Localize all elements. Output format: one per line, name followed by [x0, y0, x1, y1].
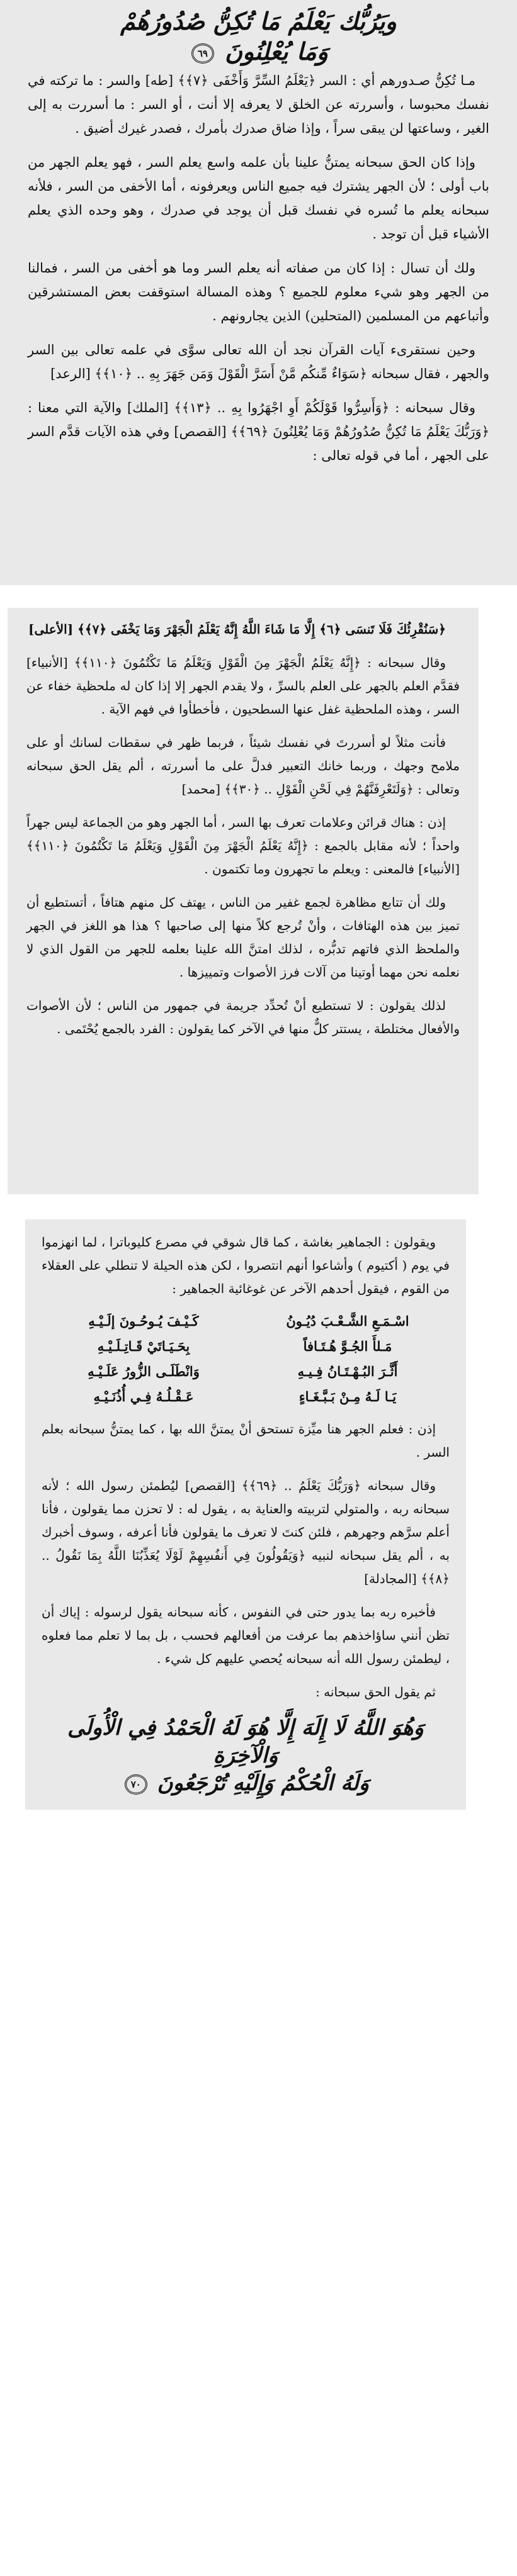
poem-hemistich: عَـقْـلُـهُ فِـي أُذُنَـيْـهِ [93, 1389, 194, 1404]
poem-hemistich: بِحَـيَـاتَيْ قَـاتِـلَـيْـهِ [97, 1338, 190, 1354]
header-verse [28, 6, 489, 66]
paragraph: ولك أن تسال : إذا كان من صفاته أنه يعلم السر وما هو أخفى من السر ، فمالنا من الجهر وهو شيء معلوم للجميع ؟ وهذه المسالة استوقفت بعض المستشرقين وأتباعهم من المسلمين (المتحلين) الذين يجارونهم . [28, 260, 489, 323]
paragraph: وقال سبحانه : ﴿إِنَّهُ يَعْلَمُ الْجَهْرَ مِنَ الْقَوْلِ وَيَعْلَمُ مَا تَكْتُمُونَ ﴿١١٠﴾﴾ [الأنبياء] فقدَّم العلم بالجهر على العلم بالسرِّ ، ولا يقدم الجهر إلا إذا كان له ملحظية خفاء عن السر ، وهذه الملحظية غفل عنها السطحيون ، فأخطأوا في فهم الآية . [26, 655, 460, 717]
paragraph: ثم يقول الحق سبحانه : [315, 1684, 436, 1700]
paragraph: وقال سبحانه ﴿وَرَبُّكَ يَعْلَمُ .. ﴿٦٩﴾﴾ [القصص] ليُطمئن رسول الله ؛ لأنه سبحانه ربه ، والمتولي لتربيته والعناية به ، يقول له : لا تحزن مما يقولون ، فأنا أعلم سرَّهم وجهرهم ، فلئن كنتَ لا تعرف ما يقولون فأنا أعرفه ، وسوف أخبرك به ، ألم يقل سبحانه لنبيه ﴿وَيَقُولُونَ فِي أَنفُسِهِمْ لَوْلَا يُعَذِّبُنَا اللَّهُ بِمَا نَقُولُ .. ﴿٨﴾﴾ [المجادلة] [42, 1478, 450, 1586]
paragraph: إذن : هناك قرائن وعلامات تعرف بها السر ، أما الجهر وهو من الجماعة ليس جهراً واحداً ؛ لأنه مقابل بالجمع : ﴿إِنَّهُ يَعْلَمُ الْجَهْرَ مِنَ الْقَوْلِ وَيَعْلَمُ مَا تَكْتُمُونَ ﴿١١٠﴾﴾ [الأنبياء] فالمعنى : ويعلم ما تجهرون وما تكتمون . [26, 815, 460, 876]
ayah-number-marker: ٦٩ [191, 43, 214, 64]
header-verse-line-1: ويَرُبُّك يَعْلَمُ مَا تُكِنُّ صُدُورُهُمْ [120, 7, 397, 35]
paragraph: فأخبره ربه بما يدور حتى في النفوس ، كأنه سبحانه يقول لرسوله : إياك أن تظن أنني ساؤاخذهم بما عرفت من أفعالهم فحسب ، بل بما لا تعلم مما فعلوه ، ليطمئن رسول الله أنه سبحانه يُحصي عليهم كل شيء . [42, 1604, 450, 1666]
paragraph: لذلك يقولون : لا تستطيع أنْ تُحدِّد جريمة في جمهور من الناس ؛ لأن الأصوات والأفعال مختلطة ، يستتر كلٌّ منها في الآخر كما يقولون : الفرد بالجمع يُحْتَمى . [26, 998, 460, 1036]
paragraph: إذن : فعلم الجهر هنا ميِّزة تستحق أنْ يمتنَّ الله بها ، كما يمتنُّ سبحانه بعلم السر . [42, 1421, 450, 1460]
header-verse-line-2 [28, 36, 489, 67]
footer-verse-line-2 [42, 1769, 450, 1797]
paragraph: ﴿سَنُقْرِئُكَ فَلَا تَنسَى ﴿٦﴾ إِلَّا مَا شَاءَ اللَّهُ إِنَّهُ يَعْلَمُ الْجَهْرَ وَمَا يَخْفَى ﴿٧﴾﴾ [الأعلى] [28, 622, 446, 637]
header-verse-line-2-text: وَمَا يُعْلِنُونَ [225, 36, 329, 65]
paragraph: وحين نستقرىء آيات القرآن نجد أن الله تعالى سوَّى في علمه تعالى بين السر والجهر ، فقال سبحانه ﴿سَوَاءٌ مِّنكُم مَّنْ أَسَرَّ الْقَوْلَ وَمَن جَهَرَ بِهِ .. ﴿١٠﴾﴾ [الرعد] [28, 342, 489, 381]
poem-hemistich: أَثَّـرَ البُـهْـتَـانُ فِـيـهِ [297, 1364, 398, 1379]
poem-hemistich: يَـا لَـهُ مِـنْ بَـبَّـغَـاءٍ [298, 1389, 397, 1404]
footer-verse-line-1: وَهُوَ اللَّهُ لَا إِلَهَ إِلَّا هُوَ لَهُ الْحَمْدُ فِي الْأُولَى وَالْآخِرَةِ [67, 1715, 424, 1769]
paragraph: فأنت مثلاً لو أسررتَ في نفسك شيئاً ، فربما ظهر في سقطات لسانك أو على ملامح وجهك ، وربما خانك التعبير فدلَّ على ما أسررته ، ألم يقل الحق سبحانه وتعالى : ﴿وَلَتَعْرِفَنَّهُمْ فِي لَحْنِ الْقَوْلِ .. ﴿٣٠﴾﴾ [محمد] [26, 735, 460, 797]
paragraph: وقال سبحانه : ﴿وَأَسِرُّوا قَوْلَكُمْ أَوِ اجْهَرُوا بِهِ .. ﴿١٣﴾﴾ [الملك] والآية التي معنا : ﴿وَرَبُّكَ يَعْلَمُ مَا تُكِنُّ صُدُورُهُمْ وَمَا يُعْلِنُونَ ﴿٦٩﴾﴾ [القصص] وفي هذه الآيات قدَّم السر على الجهر ، أما في قوله تعالى : [28, 400, 489, 463]
poem [54, 1311, 437, 1408]
paragraph: وإذا كان الحق سبحانه يمتنُّ علينا بأن علمه واسع يعلم السر ، فهو يعلم الجهر من باب أولى ؛ لأن الجهر يشترك فيه جميع الناس ويعرفونه ، أما الأخفى من السر ، فلأنه سبحانه يعلم ما تُسره في نفسك قبل أن يوجد في صدرك ، وهو وحده الذي يعلم الأشياء قبل أن توجد . [28, 155, 489, 242]
footer-verse [42, 1714, 450, 1798]
footer-verse-line-2-text: وَلَهُ الْحُكْمُ وَإِلَيْهِ تُرْجَعُونَ [157, 1771, 370, 1796]
paragraph: مـا تُكِنُّ صـدورهم أي : السر ﴿يَعْلَمُ السِّرَّ وَأَخْفَى ﴿٧﴾﴾ [طه] والسر : ما تركته في نفسك محبوسا ، وأسررته عن الخلق لا يعرفه إلا أنت ، أو السر : ما أسررت به إلى الغير ، وساعتها لن يبقى سراً ، وإذا ضاق صدرك بأمرك ، فصدر غيرك أضيق . [28, 73, 489, 136]
scan-section-1 [0, 0, 517, 585]
scan-section-3 [25, 1219, 466, 1810]
poem-hemistich: مَـلأَ الجُـوَّ هُـتَـافاً [303, 1338, 392, 1354]
paragraph: ولك أن تتابع مظاهرة لجمع غفير من الناس ، يهتف كل منهم هتافاً ، أتستطيع أن تميز بين هذه الهتافات ، وأنْ تُرجع كلاً منها إلى صاحبها ؟ هذا هو اللغز في الجهر والملحظ الذي فاتهم تدبُّره ، لذلك امتنَّ الله علينا بعلمه للجهر من القول الذي لا نعلمه نحن مهما أوتينا من آلات فرز الأصوات وتمييزها . [26, 895, 460, 980]
poem-hemistich: وَانْطَلَـى الزُّورُ عَلَـيْـهِ [88, 1364, 200, 1379]
poem-hemistich: كَـيْـفَ يُـوحُـونَ إلَـيْـهِ [88, 1313, 199, 1329]
paragraph: ويقولون : الجماهير بغاشة ، كما قال شوقي في مصرع كليوباترا ، لما انهزموا في يوم ( أكتيوم ) وأشاعوا أنهم انتصروا ، لكن هذه الحيلة لا تنطلي على العقلاء من القوم ، فيقول أحدهم الآخر عن غوغائية الجماهير : [42, 1235, 450, 1296]
poem-hemistich: اسْـمَـعِ الشَّـعْـبَ دُيُـونُ [286, 1313, 409, 1329]
ayah-number-marker: ٧٠ [125, 1774, 147, 1795]
scan-section-2 [8, 608, 479, 1194]
